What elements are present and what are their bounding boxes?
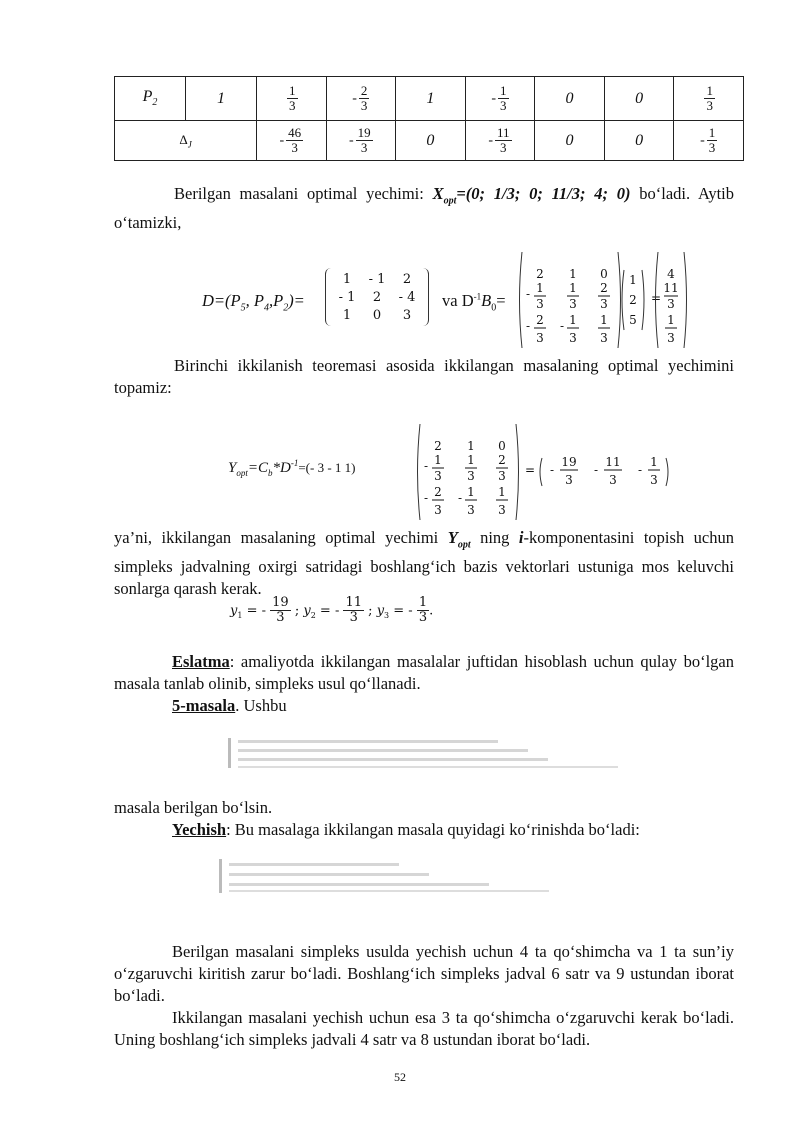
svg-text:2: 2 — [498, 453, 506, 467]
table-cell: 1 — [186, 77, 257, 121]
paragraph-optimal-solution: Berilgan masalani optimal yechimi: $X_{opt}=(0$; 1/3; 0; 11/3; 4; 0) bo‘ladi. Aytib o‘tamizki, — [114, 184, 735, 233]
table-cell: 0 — [535, 77, 605, 121]
paragraph-solution: Yechish: Bu masalaga ikkilangan masala quyidagi ko‘rinishda bo‘ladi: — [172, 820, 640, 839]
table-cell: - $\frac{2}{3}$ — [326, 77, 396, 121]
svg-text:2: 2 — [434, 439, 442, 453]
table-row — [115, 121, 744, 161]
svg-text:11: 11 — [605, 455, 621, 469]
table-row — [115, 77, 744, 121]
svg-text:1: 1 — [536, 281, 544, 295]
primal-problem-formula-image — [228, 736, 628, 774]
svg-text:-: - — [525, 319, 531, 333]
matrix-d: 1 - 1 2 - 1 2 - 4 1 0 3 — [325, 268, 429, 326]
problem-label: 5-masala — [172, 696, 236, 715]
svg-text:19: 19 — [561, 455, 577, 469]
simplex-table — [114, 76, 744, 161]
svg-text:3: 3 — [467, 503, 475, 517]
svg-text:-: - — [525, 287, 531, 301]
paragraph-problem: 5-masala. Ushbu — [172, 696, 287, 715]
table-cell: - $\frac{11}{3}$ — [465, 121, 535, 161]
svg-text:3: 3 — [569, 297, 577, 311]
svg-text:=: = — [650, 291, 662, 305]
table-cell: 0 — [396, 121, 466, 161]
row-label: $P_2$ — [115, 77, 186, 121]
svg-text:2: 2 — [600, 281, 608, 295]
svg-text:1: 1 — [467, 485, 475, 499]
formula-y-values: $y_1$ = - $\frac{19}{3}$ ; $y_2$ = - $\frac{11}{3}$ ; $y_3$ = - $\frac{1}{3}$ . — [230, 595, 434, 626]
svg-text:2: 2 — [536, 313, 544, 327]
svg-text:3: 3 — [569, 331, 577, 345]
table-cell: $\frac{1}{3}$ — [674, 77, 744, 121]
svg-text:4: 4 — [667, 267, 675, 281]
svg-text:-: - — [457, 491, 463, 505]
svg-text:-: - — [559, 319, 565, 333]
formula-y-opt-matrix — [414, 422, 684, 522]
svg-text:3: 3 — [609, 473, 617, 487]
svg-text:3: 3 — [565, 473, 573, 487]
table-cell: - $\frac{1}{3}$ — [674, 121, 744, 161]
svg-text:3: 3 — [498, 503, 506, 517]
svg-text:1: 1 — [434, 453, 442, 467]
svg-text:3: 3 — [498, 469, 506, 483]
table-cell: - $\frac{19}{3}$ — [326, 121, 396, 161]
note-label: Eslatma — [172, 652, 230, 671]
paragraph-interpretation: ya’ni, ikkilangan masalaning optimal yechimi $Y_{opt}$ ning i-komponentasini topish uchun simpleks jadvalning oxirgi satridagi boshlang‘ich bazis vektorlari ustuniga mos keluvchi sonlarga qarash kerak. — [114, 528, 734, 599]
page-number: 52 — [394, 1070, 406, 1084]
svg-text:3: 3 — [434, 469, 442, 483]
table-cell: 1 — [396, 77, 466, 121]
svg-text:5: 5 — [629, 313, 637, 327]
svg-text:1: 1 — [467, 439, 475, 453]
svg-text:2: 2 — [536, 267, 544, 281]
result-vector — [652, 250, 692, 350]
svg-text:11: 11 — [663, 281, 679, 295]
formula-y-opt-label: $Y_{opt}=C_b*D^{-1}=(-$ 3 - 1 1) — [228, 458, 356, 478]
svg-text:0: 0 — [498, 439, 506, 453]
svg-text:-: - — [593, 463, 599, 477]
svg-text:3: 3 — [600, 331, 608, 345]
solution-label: Yechish — [172, 820, 227, 839]
svg-text:=: = — [524, 463, 536, 477]
svg-text:3: 3 — [650, 473, 658, 487]
svg-text:1: 1 — [569, 313, 577, 327]
svg-text:1: 1 — [569, 267, 577, 281]
svg-text:-: - — [423, 491, 429, 505]
svg-text:3: 3 — [536, 297, 544, 311]
svg-text:3: 3 — [600, 297, 608, 311]
svg-text:3: 3 — [536, 331, 544, 345]
svg-text:1: 1 — [569, 281, 577, 295]
table-cell: - $\frac{1}{3}$ — [465, 77, 535, 121]
svg-text:3: 3 — [667, 297, 675, 311]
formula-d-matrix-label: $D=(P_5$, $P_4,P_2)=$ — [202, 291, 305, 314]
svg-text:3: 3 — [667, 331, 675, 345]
svg-text:1: 1 — [629, 273, 637, 287]
dual-problem-formula-image — [219, 857, 549, 897]
table-cell: 0 — [604, 121, 674, 161]
svg-text:2: 2 — [629, 293, 637, 307]
paragraph-note: Eslatma: amaliyotda ikkilangan masalalar juftidan hisoblash uchun qulay bo‘lgan masala tanlab olinib, simpleks usul qo‘llanadi. — [114, 652, 734, 693]
table-cell: - $\frac{46}{3}$ — [257, 121, 327, 161]
formula-dinv-b-label: va $D^{-1}B_0=$ — [442, 291, 506, 314]
svg-text:1: 1 — [600, 313, 608, 327]
svg-text:0: 0 — [600, 267, 608, 281]
svg-text:1: 1 — [498, 485, 506, 499]
svg-text:1: 1 — [667, 313, 675, 327]
row-label: $\Delta_J$ — [115, 121, 257, 161]
paragraph-duality-theorem: Birinchi ikkilanish teoremasi asosida ikkilangan masalaning optimal yechimini topamiz: — [114, 356, 734, 397]
svg-text:-: - — [423, 459, 429, 473]
table-cell: $\frac{1}{3}$ — [257, 77, 327, 121]
svg-text:2: 2 — [434, 485, 442, 499]
svg-text:3: 3 — [467, 469, 475, 483]
paragraph-primal-size: Berilgan masalani simpleks usulda yechish uchun 4 ta qo‘shimcha va 1 ta sun’iy o‘zgaruvchi kiritish zarur bo‘ladi. Boshlang‘ich simpleks jadval 6 satr va 9 ustundan iborat bo‘ladi. — [114, 942, 734, 1005]
svg-text:1: 1 — [650, 455, 658, 469]
table-cell: 0 — [604, 77, 674, 121]
paragraph-dual-size: Ikkilangan masalani yechish uchun esa 3 ta qo‘shimcha o‘zgaruvchi kerak bo‘ladi. Uning boshlang‘ich simpleks jadvali 4 satr va 8 ustundan iborat bo‘ladi. — [114, 1008, 734, 1049]
svg-text:3: 3 — [434, 503, 442, 517]
svg-text:1: 1 — [467, 453, 475, 467]
svg-text:-: - — [549, 463, 555, 477]
paragraph-given: masala berilgan bo‘lsin. — [114, 798, 273, 817]
svg-text:-: - — [637, 463, 643, 477]
table-cell: 0 — [535, 121, 605, 161]
